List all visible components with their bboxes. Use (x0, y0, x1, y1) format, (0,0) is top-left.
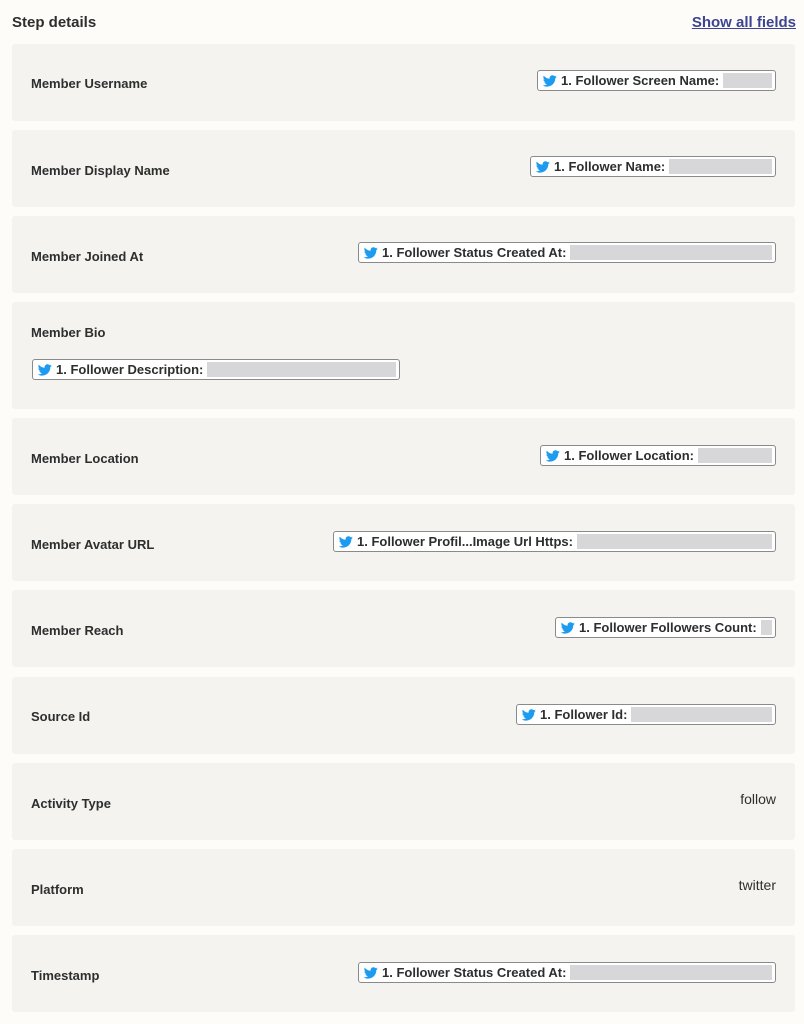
twitter-bird-icon (546, 450, 560, 462)
pill-text: 1. Follower Description: (56, 362, 204, 377)
pill-text: 1. Follower Location: (564, 448, 695, 463)
field-row-member-joined-at (12, 216, 795, 293)
field-static-value: twitter (738, 877, 776, 893)
step-details-header (12, 12, 796, 36)
redacted-value (761, 620, 772, 635)
pill-text: 1. Follower Id: (540, 707, 628, 722)
field-value-pill[interactable] (358, 962, 776, 983)
field-label: Timestamp (31, 968, 100, 983)
redacted-value (669, 159, 772, 174)
field-label: Platform (31, 882, 84, 897)
twitter-bird-icon (522, 709, 536, 721)
field-label: Source Id (31, 709, 91, 724)
pill-text: 1. Follower Status Created At: (382, 965, 567, 980)
field-label: Member Display Name (31, 163, 170, 178)
field-row-member-username (12, 44, 795, 121)
field-row-activity-type (12, 763, 795, 840)
redacted-value (723, 73, 772, 88)
twitter-bird-icon (536, 161, 550, 173)
redacted-value (698, 448, 772, 463)
pill-text: 1. Follower Profil...Image Url Https: (357, 534, 573, 549)
field-value-pill[interactable] (32, 359, 400, 380)
show-all-fields-link[interactable]: Show all fields (691, 14, 796, 31)
redacted-value (207, 362, 396, 377)
field-row-member-display-name (12, 130, 795, 207)
field-value-pill[interactable] (358, 242, 776, 263)
field-row-member-avatar-url (12, 504, 795, 581)
field-row-member-location (12, 418, 795, 495)
twitter-bird-icon (543, 75, 557, 87)
pill-text: 1. Follower Status Created At: (382, 245, 567, 260)
redacted-value (570, 965, 772, 980)
pill-text: 1. Follower Screen Name: (561, 73, 720, 88)
twitter-bird-icon (339, 536, 353, 548)
field-label: Activity Type (31, 796, 111, 811)
pill-text: 1. Follower Followers Count: (579, 620, 757, 635)
twitter-bird-icon (364, 247, 378, 259)
twitter-bird-icon (364, 967, 378, 979)
field-label: Member Avatar URL (31, 537, 155, 552)
field-row-timestamp (12, 935, 795, 1012)
field-label: Member Username (31, 76, 148, 91)
field-label: Member Joined At (31, 249, 144, 264)
pill-text: 1. Follower Name: (554, 159, 666, 174)
twitter-bird-icon (561, 622, 575, 634)
redacted-value (631, 707, 772, 722)
field-value-pill[interactable] (516, 704, 776, 725)
twitter-bird-icon (38, 364, 52, 376)
redacted-value (577, 534, 772, 549)
field-row-source-id (12, 677, 795, 754)
field-value-pill[interactable] (530, 156, 776, 177)
field-value-pill[interactable] (537, 70, 776, 91)
redacted-value (570, 245, 772, 260)
field-value-pill[interactable] (555, 617, 776, 638)
step-details-title: Step details (12, 14, 97, 31)
field-label: Member Location (31, 451, 139, 466)
field-label: Member Reach (31, 623, 124, 638)
field-static-value: follow (740, 791, 776, 807)
field-row-platform (12, 849, 795, 926)
field-row-member-reach (12, 590, 795, 667)
field-value-pill[interactable] (333, 531, 776, 552)
field-value-pill[interactable] (540, 445, 776, 466)
field-label: Member Bio (31, 325, 106, 340)
field-row-member-bio (12, 302, 795, 409)
